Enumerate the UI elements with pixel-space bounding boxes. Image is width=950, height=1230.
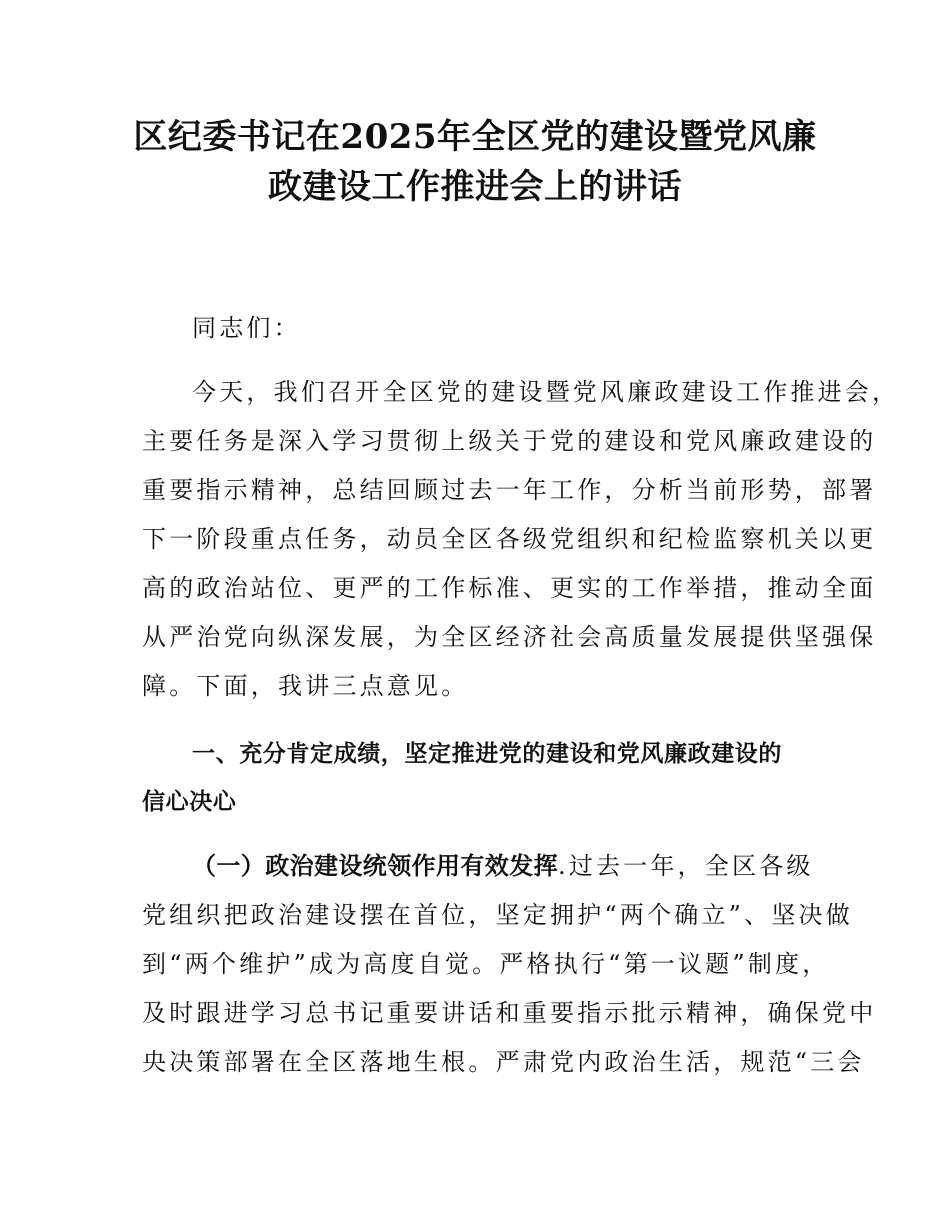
paragraph-line: 从严治党向纵深发展，为全区经济社会高质量发展提供坚强保 bbox=[142, 623, 877, 651]
document-title bbox=[100, 112, 850, 212]
paragraph-line: 及时跟进学习总书记重要讲话和重要指示批示精神，确保党中 bbox=[142, 999, 877, 1027]
paragraph-line: 央决策部署在全区落地生根。严肃党内政治生活，规范“三会 bbox=[142, 1048, 865, 1076]
subsection-first-line bbox=[142, 842, 814, 891]
title-line-2: 政建设工作推进会上的讲话 bbox=[268, 167, 682, 207]
greeting-text: 同志们： bbox=[192, 314, 301, 342]
paragraph-line: 到“两个维护”成为高度自觉。严格执行“第一议题”制度， bbox=[142, 950, 830, 978]
paragraph-line: 重要指示精神，总结回顾过去一年工作，分析当前形势，部署 bbox=[142, 476, 877, 504]
section-heading-line: 一、充分肯定成绩，坚定推进党的建设和党风廉政建设的 bbox=[192, 741, 782, 767]
subsection-paragraph-1 bbox=[142, 842, 877, 1087]
paragraph-line: 障。下面，我讲三点意见。 bbox=[142, 672, 469, 700]
section-heading-1 bbox=[142, 730, 822, 826]
paragraph-line: 高的政治站位、更严的工作标准、更实的工作举措，推动全面 bbox=[142, 574, 877, 602]
paragraph-line: 主要任务是深入学习贯彻上级关于党的建设和党风廉政建设的 bbox=[142, 427, 877, 455]
paragraph-line: 下一阶段重点任务，动员全区各级党组织和纪检监察机关以更 bbox=[142, 525, 877, 553]
title-line-1: 区纪委书记在2025年全区党的建设暨党风廉 bbox=[133, 117, 817, 157]
greeting bbox=[142, 304, 814, 353]
subsection-heading: （一）政治建设统领作用有效发挥 bbox=[192, 852, 558, 880]
paragraph-line: 党组织把政治建设摆在首位，坚定拥护“两个确立”、坚决做 bbox=[142, 901, 853, 929]
section-heading-line: 信心决心 bbox=[142, 789, 237, 815]
intro-paragraph bbox=[142, 368, 900, 711]
subsection-first-line-text: .过去一年，全区各级 bbox=[558, 852, 814, 880]
paragraph-line: 今天，我们召开全区党的建设暨党风廉政建设工作推进会， bbox=[192, 378, 900, 406]
